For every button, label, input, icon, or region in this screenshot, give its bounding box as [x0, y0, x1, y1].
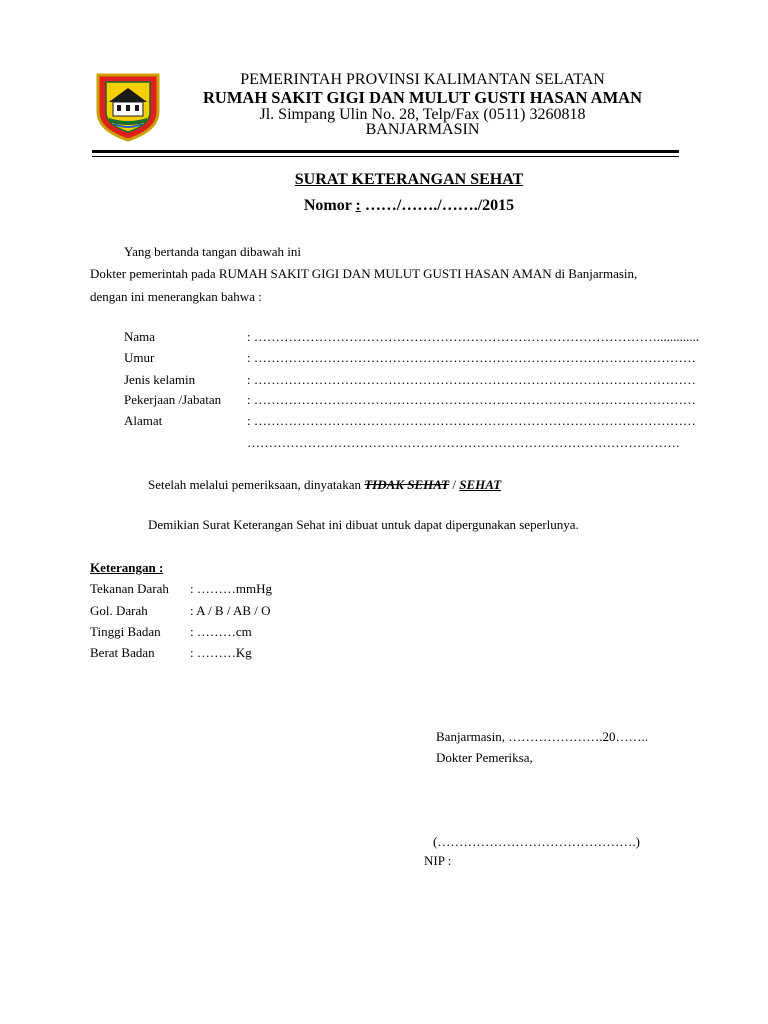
signature-place-date: Banjarmasin, ………………….20……..: [436, 729, 648, 744]
intro-line-1: Yang bertanda tangan dibawah ini: [124, 244, 302, 259]
document-number-value: ……/……./……./2015: [364, 197, 515, 214]
signature-role: Dokter Pemeriksa,: [436, 750, 533, 765]
document-number: [0, 197, 768, 215]
field-label-nama: Nama: [124, 329, 156, 344]
field-label-umur: Umur: [124, 350, 155, 365]
notes-heading: Keterangan :: [90, 560, 164, 575]
note-label-blood-pressure: Tekanan Darah: [90, 581, 169, 596]
document-number-colon: :: [355, 197, 361, 214]
letterhead-divider-thin: [92, 156, 679, 157]
closing-statement: Demikian Surat Keterangan Sehat ini dibuat untuk dapat dipergunakan seperlunya.: [148, 517, 579, 532]
status-separator: /: [449, 477, 460, 492]
note-label-blood-type: Gol. Darah: [90, 603, 148, 618]
note-value-blood-type: : A / B / AB / O: [190, 603, 271, 618]
note-label-height: Tinggi Badan: [90, 624, 161, 639]
field-value-jenis-kelamin: : …………………………………………………………………………………………: [247, 372, 696, 387]
field-value-nama: : ………………………………………………………………………………….............: [247, 329, 700, 344]
letterhead-government-line: PEMERINTAH PROVINSI KALIMANTAN SELATAN: [240, 71, 605, 88]
signature-name-line: (……………………………………….): [433, 834, 640, 849]
document-title: SURAT KETERANGAN SEHAT: [294, 171, 524, 188]
field-value-umur: : …………………………………………………………………………………………: [247, 350, 696, 365]
signature-nip: NIP :: [424, 853, 452, 868]
status-not-healthy: TIDAK SEHAT: [364, 477, 450, 492]
field-value-alamat: : …………………………………………………………………………………………: [247, 413, 696, 428]
note-label-weight: Berat Badan: [90, 645, 155, 660]
health-statement-prefix: Setelah melalui pemeriksaan, dinyatakan: [148, 477, 365, 492]
health-statement: [148, 477, 501, 493]
document-number-label: Nomor: [303, 197, 352, 214]
field-value-pekerjaan: : …………………………………………………………………………………………: [247, 392, 696, 407]
note-value-blood-pressure: : ………mmHg: [190, 581, 272, 596]
intro-line-3: dengan ini menerangkan bahwa :: [90, 289, 262, 304]
field-value-alamat-continued: ……………………………………………………………………………………….: [247, 435, 680, 450]
letterhead-divider-thick: [92, 150, 679, 153]
letterhead-address: Jl. Simpang Ulin No. 28, Telp/Fax (0511) 3260818: [259, 106, 586, 123]
provincial-crest-logo: [95, 72, 161, 142]
note-value-weight: : ………Kg: [190, 645, 252, 660]
note-value-height: : ………cm: [190, 624, 252, 639]
letterhead-hospital-name: RUMAH SAKIT GIGI DAN MULUT GUSTI HASAN AMAN: [203, 88, 642, 107]
field-label-jenis-kelamin: Jenis kelamin: [124, 372, 196, 387]
field-label-alamat: Alamat: [124, 413, 163, 428]
field-label-pekerjaan: Pekerjaan /Jabatan: [124, 392, 222, 407]
letterhead-city: BANJARMASIN: [365, 121, 480, 138]
status-healthy: SEHAT: [459, 477, 502, 492]
intro-line-2: Dokter pemerintah pada RUMAH SAKIT GIGI DAN MULUT GUSTI HASAN AMAN di Banjarmasin,: [90, 266, 638, 281]
